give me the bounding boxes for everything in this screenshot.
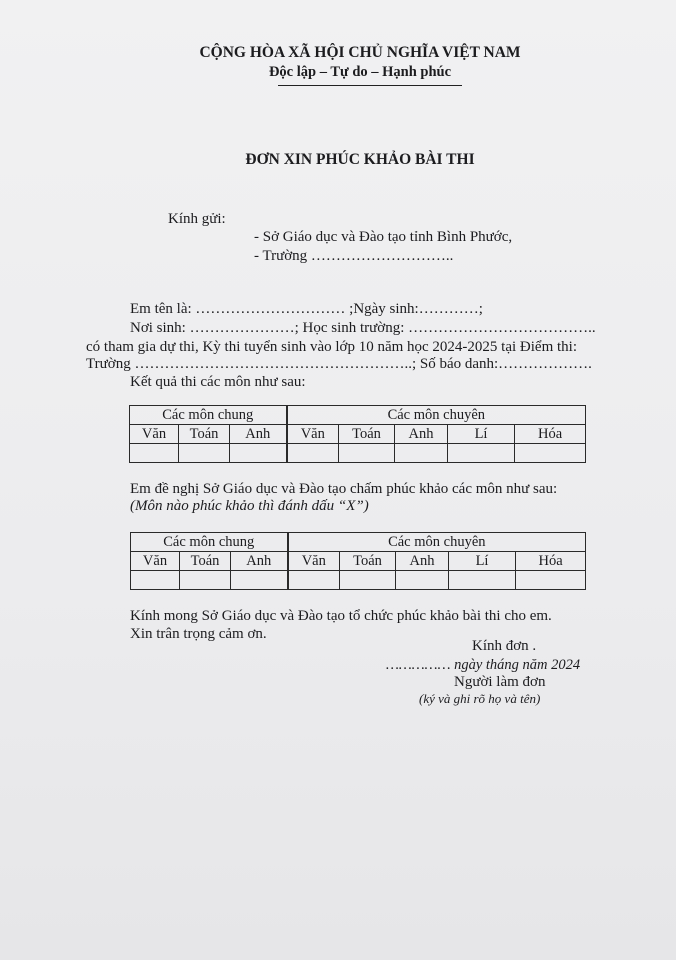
request-line: Em đề nghị Sở Giáo dục và Đào tạo chấm phúc khảo các môn như sau:: [130, 481, 558, 497]
subject-header: Văn: [288, 552, 340, 571]
closing-thanks: Xin trân trọng cảm ơn.: [130, 626, 267, 642]
date-line: …………… ngày tháng năm 2024: [386, 657, 581, 673]
score-cell: [130, 444, 179, 463]
request-note: (Môn nào phúc khảo thì đánh dấu “X”): [130, 498, 369, 514]
subject-header: Toán: [179, 425, 230, 444]
subject-header: Văn: [287, 425, 339, 444]
subject-header: Anh: [230, 425, 287, 444]
document-title: ĐƠN XIN PHÚC KHẢO BÀI THI: [245, 151, 475, 168]
name-dob-line: Em tên là: ………………………… ;Ngày sinh:…………;: [130, 301, 483, 317]
subject-header: Lí: [449, 552, 516, 571]
country-name: CỘNG HÒA XÃ HỘI CHỦ NGHĨA VIỆT NAM: [199, 44, 521, 61]
mark-cell: [516, 571, 586, 590]
birthplace-school-line: Nơi sinh: …………………; Học sinh trường: ………………………………..: [130, 320, 596, 336]
results-table: [129, 405, 586, 463]
regrade-subject-row: [131, 552, 586, 571]
subject-header: Lí: [448, 425, 515, 444]
group-common-header: Các môn chung: [131, 533, 288, 552]
mark-cell: [180, 571, 231, 590]
group-common-header: Các môn chung: [130, 406, 287, 425]
results-intro: Kết quả thi các môn như sau:: [130, 374, 306, 390]
regrade-group-row: [131, 533, 586, 552]
score-cell: [287, 444, 339, 463]
applicant-label: Người làm đơn: [454, 674, 546, 690]
score-cell: [515, 444, 586, 463]
subject-header: Anh: [231, 552, 288, 571]
mark-cell: [396, 571, 449, 590]
score-cell: [230, 444, 287, 463]
subject-header: Toán: [339, 425, 395, 444]
results-subject-row: [130, 425, 586, 444]
results-group-row: [130, 406, 586, 425]
results-score-row: [130, 444, 586, 463]
group-special-header: Các môn chuyên: [287, 406, 586, 425]
score-cell: [339, 444, 395, 463]
subject-header: Toán: [180, 552, 231, 571]
subject-header: Toán: [340, 552, 396, 571]
mark-cell: [449, 571, 516, 590]
subject-header: Văn: [130, 425, 179, 444]
score-cell: [395, 444, 448, 463]
recipient-label: Kính gửi:: [168, 211, 226, 227]
score-cell: [179, 444, 230, 463]
subject-header: Anh: [396, 552, 449, 571]
kinh-don: Kính đơn .: [472, 638, 537, 654]
regrade-mark-row: [131, 571, 586, 590]
mark-cell: [340, 571, 396, 590]
motto-underline: [278, 85, 462, 86]
subject-header: Hóa: [516, 552, 586, 571]
national-motto: Độc lập – Tự do – Hạnh phúc: [268, 64, 452, 80]
closing-hope: Kính mong Sở Giáo dục và Đào tạo tổ chức phúc khảo bài thi cho em.: [130, 608, 552, 624]
subject-header: Văn: [131, 552, 180, 571]
mark-cell: [231, 571, 288, 590]
signature-note: (ký và ghi rõ họ và tên): [419, 691, 541, 706]
recipient-school: - Trường ………………………..: [254, 248, 454, 264]
school-candidate-line: Trường ………………………………………………..; Số báo danh:……………….: [86, 356, 592, 372]
exam-info-line: có tham gia dự thi, Kỳ thi tuyển sinh vào lớp 10 năm học 2024-2025 tại Điểm thi:: [86, 339, 577, 355]
regrade-table: [130, 532, 586, 590]
mark-cell: [288, 571, 340, 590]
recipient-department: - Sở Giáo dục và Đào tạo tỉnh Bình Phước,: [254, 229, 513, 245]
score-cell: [448, 444, 515, 463]
subject-header: Hóa: [515, 425, 586, 444]
group-special-header: Các môn chuyên: [288, 533, 586, 552]
mark-cell: [131, 571, 180, 590]
subject-header: Anh: [395, 425, 448, 444]
